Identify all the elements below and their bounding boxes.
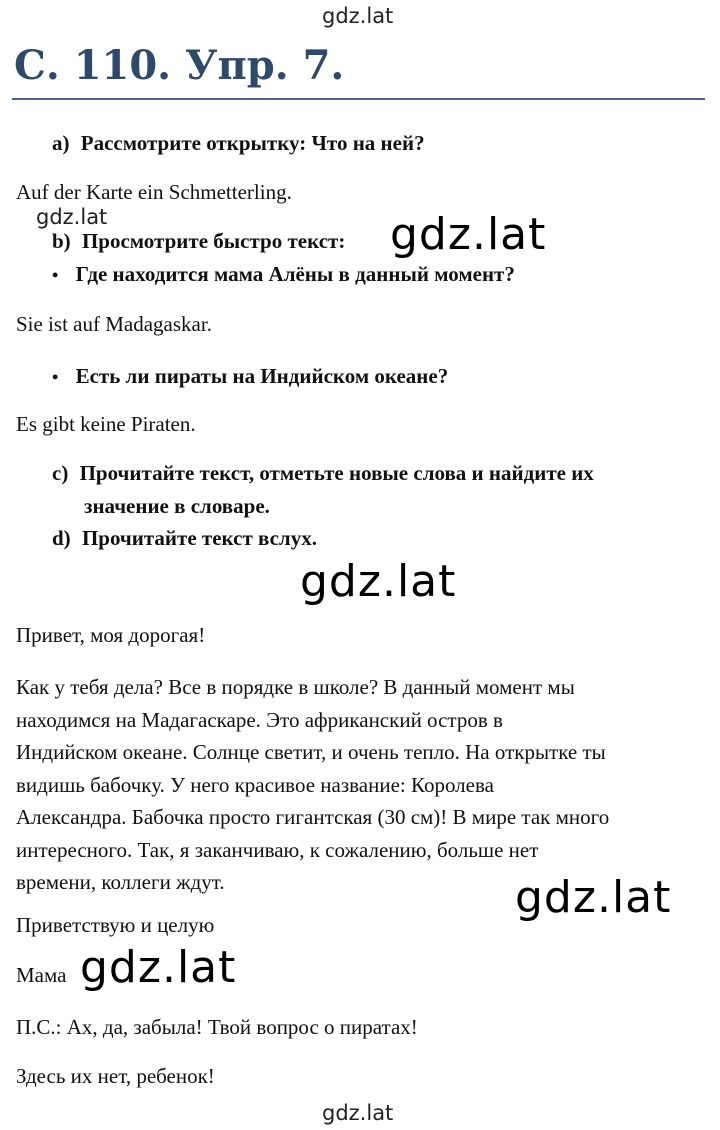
task-d	[52, 526, 317, 551]
bullet-dot: •	[52, 265, 59, 285]
title-divider	[12, 98, 705, 100]
watermark-after-karte: gdz.lat	[36, 205, 108, 229]
letter-body-line: времени, коллеги ждут.	[16, 870, 225, 894]
letter-body-line: Как у тебя дела? Все в порядке в школе? В данный момент мы	[16, 675, 575, 699]
letter-signature: Мама	[16, 963, 67, 987]
watermark-big-3: gdz.lat	[515, 872, 672, 923]
letter-body-line: находимся на Мадагаскаре. Это африканский остров в	[16, 707, 503, 732]
task-d-text: Прочитайте текст вслух.	[81, 526, 317, 550]
watermark-top: gdz.lat	[322, 4, 394, 28]
letter-body-line: Александра. Бабочка просто гигантская (30 см)! В мире так много	[16, 805, 610, 829]
task-b-bullet-1-answer: Sie ist auf Madagaskar.	[16, 312, 212, 336]
letter-body-line: Индийском океане. Солнце светит, и очень тепло. На открытке ты	[16, 740, 606, 764]
letter-closing: Приветствую и целую	[16, 913, 215, 937]
bullet-dot: •	[52, 367, 59, 387]
task-a-answer: Auf der Karte ein Schmetterling.	[16, 180, 292, 204]
task-c	[52, 461, 594, 486]
task-c-line-2: значение в словаре.	[84, 494, 270, 518]
watermark-big-1: gdz.lat	[390, 209, 547, 260]
task-b-bullet-2-answer: Es gibt keine Piraten.	[16, 412, 196, 436]
task-d-marker: d)	[52, 526, 71, 550]
task-a-text: Рассмотрите открытку: Что на ней?	[80, 131, 425, 155]
letter-greeting: Привет, моя дорогая!	[16, 623, 206, 647]
task-b-text: Просмотрите быстро текст:	[81, 229, 346, 253]
task-b	[52, 229, 345, 254]
task-b-bullet-1-text: Где находится мама Алёны в данный момент?	[75, 262, 515, 286]
letter-ps-answer: Здесь их нет, ребенок!	[16, 1064, 215, 1088]
page-title: С. 110. Упр. 7.	[14, 42, 345, 89]
task-b-marker: b)	[52, 229, 71, 253]
task-c-marker: c)	[52, 461, 69, 485]
letter-body-line: интересного. Так, я заканчиваю, к сожалению, больше нет	[16, 837, 539, 862]
task-c-line-1: Прочитайте текст, отметьте новые слова и найдите их	[79, 461, 594, 485]
task-b-bullet-2	[52, 364, 448, 389]
letter-ps: П.С.: Ах, да, забыла! Твой вопрос о пиратах!	[16, 1015, 418, 1039]
task-a	[52, 131, 425, 156]
task-b-bullet-2-text: Есть ли пираты на Индийском океане?	[75, 364, 449, 388]
task-b-bullet-1	[52, 262, 515, 287]
task-a-marker: a)	[52, 131, 70, 155]
watermark-big-4: gdz.lat	[80, 942, 237, 993]
watermark-big-2: gdz.lat	[300, 556, 457, 607]
letter-body-line: видишь бабочку. У него красивое название: Королева	[16, 772, 494, 797]
letter-body	[16, 671, 706, 899]
watermark-bottom: gdz.lat	[322, 1101, 394, 1125]
